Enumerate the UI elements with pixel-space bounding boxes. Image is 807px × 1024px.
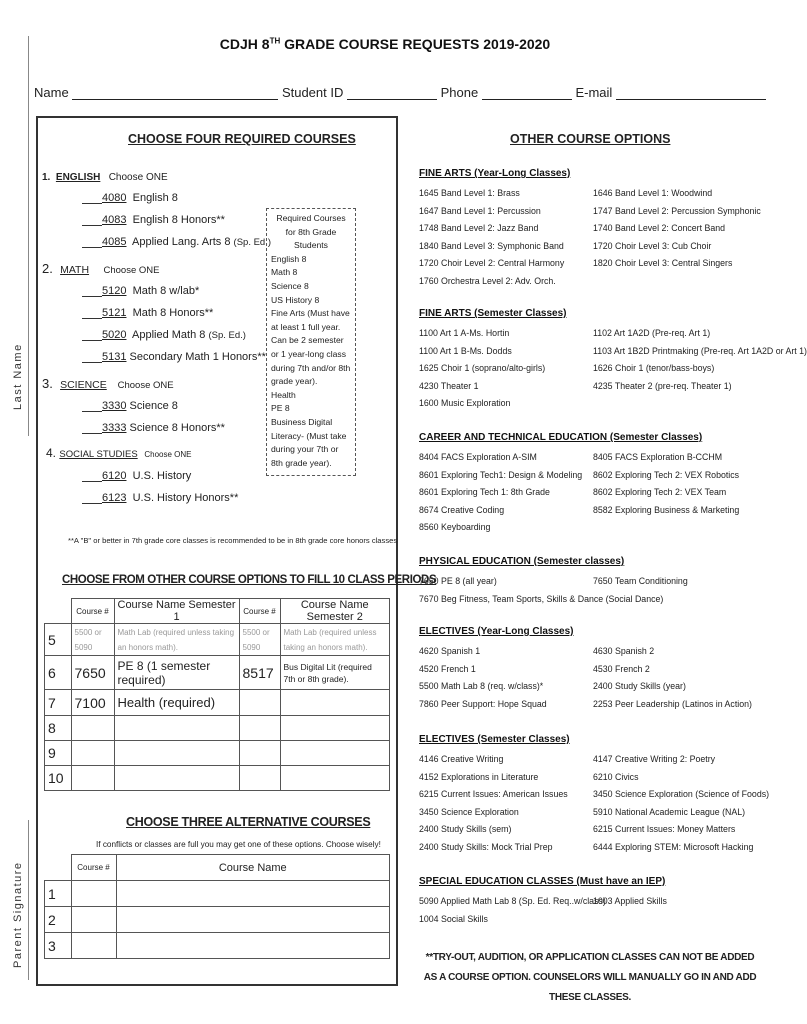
course-name-cell[interactable] [280, 741, 390, 766]
alternatives-heading: CHOOSE THREE ALTERNATIVE COURSES [126, 815, 371, 829]
course-option: 4230 Theater 1 [419, 380, 479, 391]
course-option: 1820 Choir Level 3: Central Singers [593, 258, 733, 269]
required-info-item: Math 8 [271, 267, 298, 278]
course-option: 6210 Civics [593, 771, 639, 782]
honors-note: **A "B" or better in 7th grade core classes is recommended to be in 8th grade core honors classes [68, 536, 398, 545]
last-name-side-label: Last Name [12, 343, 24, 410]
course-option: 1626 Choir 1 (tenor/bass-boys) [593, 363, 715, 374]
course-option: 4235 Theater 2 (pre-req. Theater 1) [593, 380, 732, 391]
section-heading: ELECTIVES (Year-Long Classes) [419, 626, 574, 637]
period-number: 7 [45, 690, 72, 716]
course-option: 1102 Art 1A2D (Pre-req. Art 1) [593, 328, 711, 338]
alternative-number: 3 [45, 933, 72, 959]
math-option[interactable]: 5020 Applied Math 8 (Sp. Ed.) [82, 329, 246, 341]
course-section [419, 626, 759, 709]
course-name-cell[interactable] [280, 766, 390, 791]
course-number-cell[interactable] [71, 881, 116, 907]
course-option: 1748 Band Level 2: Jazz Band [419, 223, 539, 234]
course-option: 7860 Peer Support: Hope Squad [419, 698, 547, 709]
required-info-title: Required Courses for 8th Grade Students [276, 213, 346, 251]
section-heading: CAREER AND TECHNICAL EDUCATION (Semester Classes) [419, 432, 703, 443]
math-option[interactable]: 5120 Math 8 w/lab* [82, 285, 199, 297]
course-option: 1647 Band Level 1: Percussion [419, 205, 541, 216]
required-info-item: Science 8 [271, 280, 309, 291]
course-section [419, 168, 761, 286]
course-option: 4146 Creative Writing [419, 754, 504, 764]
course-number-cell[interactable] [71, 741, 114, 766]
english-option[interactable]: 4085 Applied Lang. Arts 8 (Sp. Ed.) [82, 236, 271, 248]
course-option: 8602 Exploring Tech 2: VEX Robotics [593, 469, 740, 480]
english-option[interactable]: 4080 English 8 [82, 192, 178, 204]
course-option: 1747 Band Level 2: Percussion Symphonic [593, 205, 761, 216]
course-option: 2253 Peer Leadership (Latinos in Action) [593, 698, 752, 709]
course-option: 4520 French 1 [419, 663, 476, 674]
column-header: Course # [239, 599, 280, 624]
section-heading: SPECIAL EDUCATION CLASSES (Must have an IEP) [419, 876, 666, 887]
section-heading: FINE ARTS (Semester Classes) [419, 308, 567, 319]
course-option: 7650 PE 8 (all year) [419, 576, 497, 586]
course-section [419, 556, 759, 604]
course-option: 1100 Art 1 B-Ms. Dodds [419, 345, 512, 356]
course-option: 8602 Exploring Tech 2: VEX Team [593, 487, 727, 498]
social-studies-heading: 4. SOCIAL STUDIES Choose ONE [46, 446, 192, 460]
course-option: 1740 Band Level 2: Concert Band [593, 223, 726, 234]
course-section [419, 308, 807, 409]
course-number-cell[interactable]: 8517 [239, 656, 280, 690]
student-info-line [34, 85, 766, 100]
course-option: 1004 Social Skills [419, 913, 488, 924]
course-option: 4620 Spanish 1 [419, 646, 481, 656]
course-name-cell[interactable] [114, 766, 239, 791]
course-number-cell[interactable]: 5500 or 5090 [239, 624, 280, 656]
course-name-cell[interactable]: Math Lab (required unless taking an honors math). [280, 624, 390, 656]
course-option: 4630 Spanish 2 [593, 646, 655, 656]
footer-note: **TRY-OUT, AUDITION, OR APPLICATION CLASSES CAN NOT BE ADDED AS A COURSE OPTION. COUNSELORS WILL MANUALLY GO IN AND ADD THESE CLASSES. [423, 952, 757, 1003]
social-studies-option[interactable]: 6120 U.S. History [82, 470, 191, 482]
english-heading: 1. ENGLISH Choose ONE [42, 172, 168, 183]
parent-signature-side-label: Parent Signature [12, 861, 24, 968]
course-name-cell[interactable]: Health (required) [114, 690, 239, 716]
course-option: 7670 Beg Fitness, Team Sports, Skills & Dance (Social Dance) [419, 593, 664, 604]
course-name-cell[interactable]: Math Lab (required unless taking an honors math). [114, 624, 239, 656]
course-option: 4152 Explorations in Literature [419, 771, 539, 782]
table-row [45, 907, 390, 933]
course-name-cell[interactable]: Bus Digital Lit (required 7th or 8th grade). [280, 656, 390, 690]
course-option: 3450 Science Exploration (Science of Foods) [593, 789, 770, 800]
course-option: 7650 Team Conditioning [593, 576, 688, 586]
science-heading: 3. SCIENCE Choose ONE [42, 376, 174, 391]
course-number-cell[interactable]: 7650 [71, 656, 114, 690]
fill-periods-heading: CHOOSE FROM OTHER COURSE OPTIONS TO FILL 10 CLASS PERIODS [62, 574, 437, 586]
table-row [45, 656, 390, 690]
column-header: Course # [71, 855, 116, 881]
table-row [45, 716, 390, 741]
course-option: 6444 Exploring STEM: Microsoft Hacking [593, 842, 754, 852]
course-option: 1840 Band Level 3: Symphonic Band [419, 240, 564, 251]
course-section [419, 876, 759, 924]
required-info-item: Business Digital Literacy- (Must take during your 7th or 8th grade year). [271, 416, 347, 468]
course-section [419, 432, 759, 533]
course-option: 1720 Choir Level 3: Cub Choir [593, 240, 712, 251]
course-option: 6215 Current Issues: Money Matters [593, 824, 736, 835]
period-number: 9 [45, 741, 72, 766]
required-info-item: Fine Arts (Must have at least 1 full year. Can be 2 semester or 1 year-long class during 7th and/or 8th grade year). [271, 308, 351, 387]
course-name-cell[interactable]: PE 8 (1 semester required) [114, 656, 239, 690]
column-header: Course Name Semester 1 [114, 599, 239, 624]
course-option: 8404 FACS Exploration A-SIM [419, 452, 537, 462]
course-number-cell[interactable] [71, 716, 114, 741]
name-label: Name [34, 85, 69, 100]
page-title: CDJH 8TH GRADE COURSE REQUESTS 2019-2020 [219, 36, 551, 52]
alternative-number: 2 [45, 907, 72, 933]
course-option: 2400 Study Skills (year) [593, 681, 686, 692]
course-number-cell[interactable] [239, 766, 280, 791]
course-section [419, 734, 770, 852]
name-field[interactable] [72, 85, 278, 100]
course-option: 1646 Band Level 1: Woodwind [593, 188, 713, 198]
table-header-row [45, 855, 390, 881]
course-option: 4530 French 2 [593, 663, 650, 674]
course-option: 8560 Keyboarding [419, 522, 491, 533]
period-number: 6 [45, 656, 72, 690]
course-option: 8582 Exploring Business & Marketing [593, 504, 740, 515]
alternatives-note: If conflicts or classes are full you may get one of these options. Choose wisely! [96, 840, 381, 849]
course-number-cell[interactable]: 5500 or 5090 [71, 624, 114, 656]
table-row [45, 741, 390, 766]
course-name-cell[interactable] [280, 690, 390, 716]
course-number-cell[interactable] [71, 907, 116, 933]
course-option: 8601 Exploring Tech 1: 8th Grade [419, 487, 550, 498]
phone-field[interactable] [482, 85, 572, 100]
course-name-cell[interactable] [114, 741, 239, 766]
course-name-cell[interactable] [116, 881, 390, 907]
course-option: 2400 Study Skills: Mock Trial Prep [419, 842, 553, 852]
section-heading: FINE ARTS (Year-Long Classes) [419, 168, 571, 179]
period-number: 8 [45, 716, 72, 741]
course-option: 1100 Art 1 A-Ms. Hortin [419, 328, 510, 338]
table-row [45, 881, 390, 907]
section-heading: ELECTIVES (Semester Classes) [419, 734, 570, 745]
course-name-cell[interactable] [114, 716, 239, 741]
email-field[interactable] [616, 85, 766, 100]
fill-periods-table [44, 598, 390, 791]
course-option: 5910 National Academic League (NAL) [593, 806, 746, 817]
column-header: Course # [71, 599, 114, 624]
science-option[interactable]: 3333 Science 8 Honors** [82, 422, 225, 434]
science-option[interactable]: 3330 Science 8 [82, 400, 178, 412]
social-studies-option[interactable]: 6123 U.S. History Honors** [82, 492, 238, 504]
course-number-cell[interactable] [239, 741, 280, 766]
course-option: 1600 Music Exploration [419, 398, 511, 409]
course-option: 5500 Math Lab 8 (req. w/class)* [419, 681, 544, 692]
required-info-item: Health [271, 389, 296, 400]
table-row [45, 624, 390, 656]
table-row [45, 766, 390, 791]
course-option: 5090 Applied Math Lab 8 (Sp. Ed. Req..w/class) [419, 896, 606, 906]
math-option[interactable]: 5131 Secondary Math 1 Honors** [82, 351, 266, 363]
student-id-label: Student ID [281, 85, 344, 100]
margin-line-top [28, 36, 29, 436]
course-option: 8405 FACS Exploration B-CCHM [593, 452, 723, 462]
table-header-row [45, 599, 390, 624]
column-header: Course Name [116, 855, 390, 881]
course-option: 4147 Creative Writing 2: Poetry [593, 754, 716, 764]
required-courses-info-box [266, 208, 356, 476]
required-info-item: English 8 [271, 253, 307, 264]
alternatives-table [44, 854, 390, 959]
course-number-cell[interactable] [71, 933, 116, 959]
period-number: 10 [45, 766, 72, 791]
course-name-cell[interactable] [280, 716, 390, 741]
period-number: 5 [45, 624, 72, 656]
required-courses-heading: CHOOSE FOUR REQUIRED COURSES [128, 132, 356, 146]
required-info-item: PE 8 [271, 403, 290, 414]
margin-line-bottom [28, 820, 29, 980]
math-option[interactable]: 5121 Math 8 Honors** [82, 307, 213, 319]
course-name-cell[interactable] [116, 933, 390, 959]
column-header: Course Name Semester 2 [280, 599, 390, 624]
table-row [45, 933, 390, 959]
email-label: E-mail [575, 85, 613, 100]
required-info-item: US History 8 [271, 294, 320, 305]
course-option: 2400 Study Skills (sem) [419, 824, 512, 835]
course-option: 6215 Current Issues: American Issues [419, 789, 568, 800]
alternative-number: 1 [45, 881, 72, 907]
table-row [45, 690, 390, 716]
course-number-cell[interactable] [71, 766, 114, 791]
phone-label: Phone [440, 85, 479, 100]
english-option[interactable]: 4083 English 8 Honors** [82, 214, 225, 226]
course-number-cell[interactable] [239, 690, 280, 716]
course-option: 8674 Creative Coding [419, 504, 505, 515]
math-heading: 2. MATH Choose ONE [42, 261, 160, 276]
course-name-cell[interactable] [116, 907, 390, 933]
course-option: 1625 Choir 1 (soprano/alto-girls) [419, 363, 546, 374]
student-id-field[interactable] [347, 85, 437, 100]
course-option: 1720 Choir Level 2: Central Harmony [419, 258, 565, 269]
course-option: 1003 Applied Skills [593, 896, 667, 906]
course-option: 1760 Orchestra Level 2: Adv. Orch. [419, 276, 556, 286]
course-number-cell[interactable]: 7100 [71, 690, 114, 716]
course-option: 1645 Band Level 1: Brass [419, 188, 520, 198]
other-options-heading: OTHER COURSE OPTIONS [510, 132, 671, 146]
course-option: 3450 Science Exploration [419, 806, 519, 817]
course-option: 1103 Art 1B2D Printmaking (Pre-req. Art 1A2D or Art 1) [593, 345, 807, 356]
course-number-cell[interactable] [239, 716, 280, 741]
course-option: 8601 Exploring Tech1: Design & Modeling [419, 469, 583, 480]
section-heading: PHYSICAL EDUCATION (Semester classes) [419, 556, 625, 567]
